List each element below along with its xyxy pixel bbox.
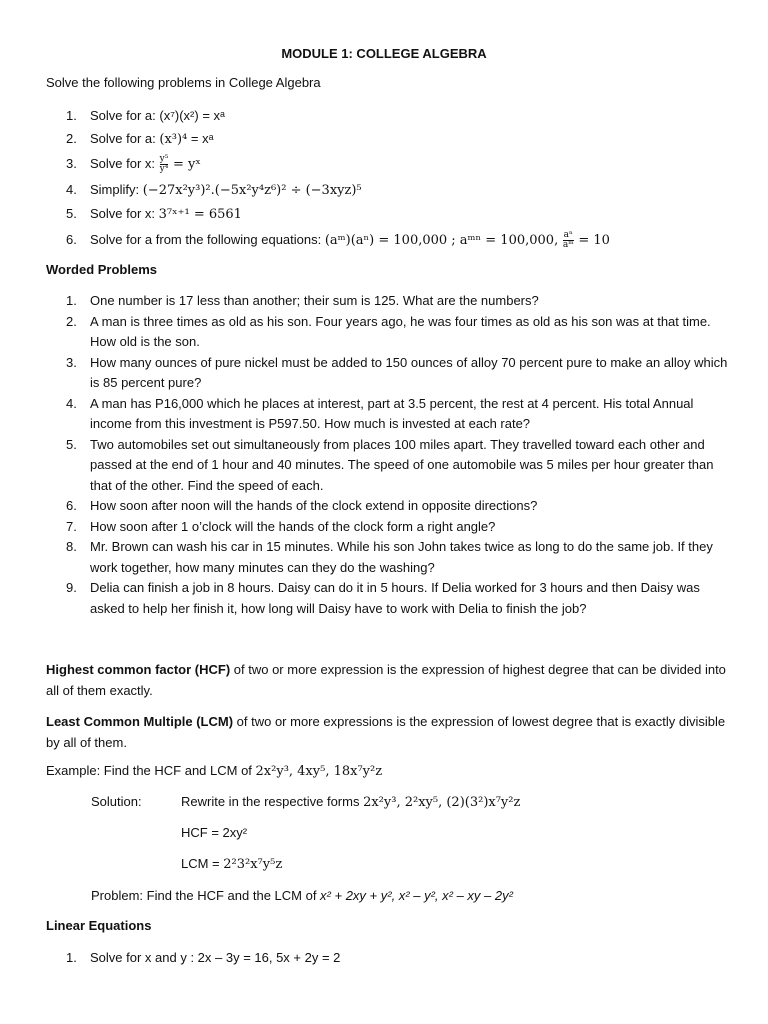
list-item: [46, 104, 736, 127]
linear-equations-heading: Linear Equations: [46, 918, 152, 933]
item-text: How soon after 1 o’clock will the hands of the clock form a right angle?: [90, 518, 496, 534]
item-number: 5.: [66, 436, 77, 452]
item-number: 3.: [66, 354, 77, 370]
fraction-numerator: y⁵: [159, 154, 169, 165]
lcm-result: [181, 856, 282, 872]
algebra-problem-list: [46, 104, 736, 255]
item-number: 6.: [66, 232, 77, 247]
list-item: [46, 178, 736, 202]
item-text: Solve for x and y : 2x – 3y = 16, 5x + 2y = 2: [90, 950, 341, 965]
page-subtitle: Solve the following problems in College Algebra: [46, 75, 321, 90]
item-math: = yˣ: [172, 157, 201, 172]
list-item: [46, 151, 736, 178]
lcm-term: Least Common Multiple (LCM): [46, 714, 234, 729]
solution-label: Solution:: [91, 794, 142, 809]
list-item: [46, 353, 736, 394]
page-title: MODULE 1: COLLEGE ALGEBRA: [281, 46, 487, 61]
fraction-numerator: aⁿ: [563, 230, 573, 241]
list-item: [46, 226, 736, 255]
item-text: Solve for a:: [90, 131, 160, 146]
rewrite-line: [181, 794, 520, 810]
hcf-result: HCF = 2xy²: [181, 825, 248, 840]
fraction: [160, 155, 169, 174]
list-item: [46, 312, 736, 353]
fraction-denominator: aᵐ: [562, 240, 574, 251]
item-text: Delia can finish a job in 8 hours. Daisy can do it in 5 hours. If Delia worked for 3 hours and then Daisy was asked to help her finish it, how long will Daisy have to work with Delia to finish the job?: [90, 580, 700, 616]
item-number: 8.: [66, 539, 77, 554]
item-text: One number is 17 less than another; their sum is 125. What are the numbers?: [90, 293, 539, 308]
hcf-definition: [46, 659, 726, 701]
problem-line: [91, 888, 513, 903]
item-number: 4.: [66, 182, 77, 197]
item-text: How many ounces of pure nickel must be added to 150 ounces of alloy 70 percent pure to make an alloy which is 85 percent pure?: [90, 354, 728, 390]
list-item: [46, 435, 736, 497]
list-item: [46, 537, 736, 578]
fraction: [563, 231, 574, 250]
item-tail: = 10: [578, 233, 610, 248]
item-math: (aᵐ)(aⁿ) = 100,000 ; aᵐⁿ = 100,000,: [324, 233, 559, 248]
item-number: 1.: [66, 293, 77, 308]
lcm-result-math: 2²3²x⁷y⁵z: [223, 857, 283, 872]
hcf-definition-text: of two or more expression is the expression of highest degree that can be divided into all of them exactly.: [46, 662, 726, 698]
item-math: 3⁷ˣ⁺¹ = 6561: [158, 207, 242, 222]
item-text: Solve for a from the following equations:: [90, 232, 325, 247]
problem-math: x² + 2xy + y², x² – y², x² – xy – 2y²: [320, 888, 513, 903]
item-number: 4.: [66, 395, 77, 411]
example-label: Example: Find the HCF and LCM of: [46, 763, 256, 778]
rewrite-math: 2x²y³, 2²xy⁵, (2)(3²)x⁷y²z: [363, 795, 521, 810]
example-math: 2x²y³, 4xy⁵, 18x⁷y²z: [255, 764, 383, 779]
item-text: How soon after noon will the hands of the clock extend in opposite directions?: [90, 498, 538, 513]
item-number: 1.: [66, 108, 77, 123]
item-number: 7.: [66, 518, 77, 534]
linear-equations-list: [46, 948, 736, 969]
list-item: [46, 291, 736, 312]
item-text: Solve for x:: [90, 206, 159, 221]
item-number: 1.: [66, 950, 77, 965]
list-item: [46, 394, 736, 435]
item-text: A man has P16,000 which he places at interest, part at 3.5 percent, the rest at 4 percent. His total Annual income from this investment is P597.50. How much is invested at each rate?: [90, 395, 694, 431]
list-item: [46, 127, 736, 151]
list-item: [46, 517, 736, 538]
item-text: A man is three times as old as his son. Four years ago, he was four times as old as his son was at that time. How old is the son.: [90, 313, 711, 349]
problem-label: Problem: Find the HCF and the LCM of: [91, 888, 321, 903]
lcm-result-label: LCM =: [181, 856, 224, 871]
item-math: (x³)⁴: [159, 132, 188, 147]
item-text: Solve for a: (x⁷)(x²) = xᵃ: [90, 108, 225, 123]
item-number: 5.: [66, 206, 77, 221]
item-text: Solve for x:: [90, 156, 156, 171]
item-number: 9.: [66, 580, 77, 595]
fraction-denominator: y⁴: [159, 164, 169, 175]
item-text: Simplify:: [90, 182, 143, 197]
lcm-definition-text: of two or more expressions is the expression of lowest degree that is exactly divisible by all of them.: [46, 714, 726, 750]
item-math: (−27x²y³)².(−5x²y⁴z⁶)² ÷ (−3xyz)⁵: [142, 183, 362, 198]
list-item: [46, 578, 736, 619]
list-item: [46, 948, 736, 969]
item-number: 2.: [66, 313, 77, 329]
item-number: 6.: [66, 498, 77, 513]
worded-problems-heading: Worded Problems: [46, 262, 158, 277]
item-text: Mr. Brown can wash his car in 15 minutes. While his son John takes twice as long to do the same job. If they work together, how many minutes can they do the washing?: [90, 539, 713, 575]
lcm-definition: [46, 711, 726, 753]
hcf-term: Highest common factor (HCF): [46, 662, 231, 677]
item-number: 2.: [66, 131, 77, 146]
item-number: 3.: [66, 156, 77, 171]
worded-problem-list: [46, 291, 736, 619]
list-item: [46, 496, 736, 517]
example-line: [46, 763, 382, 779]
rewrite-label: Rewrite in the respective forms: [181, 794, 364, 809]
item-text: Two automobiles set out simultaneously from places 100 miles apart. They travelled toward each other and passed at the end of 1 hour and 40 minutes. The speed of one automobile was 5 miles per hour greater than that of the other. Find the speed of each.: [90, 436, 714, 493]
list-item: [46, 202, 736, 226]
item-tail: = xᵃ: [187, 131, 214, 146]
